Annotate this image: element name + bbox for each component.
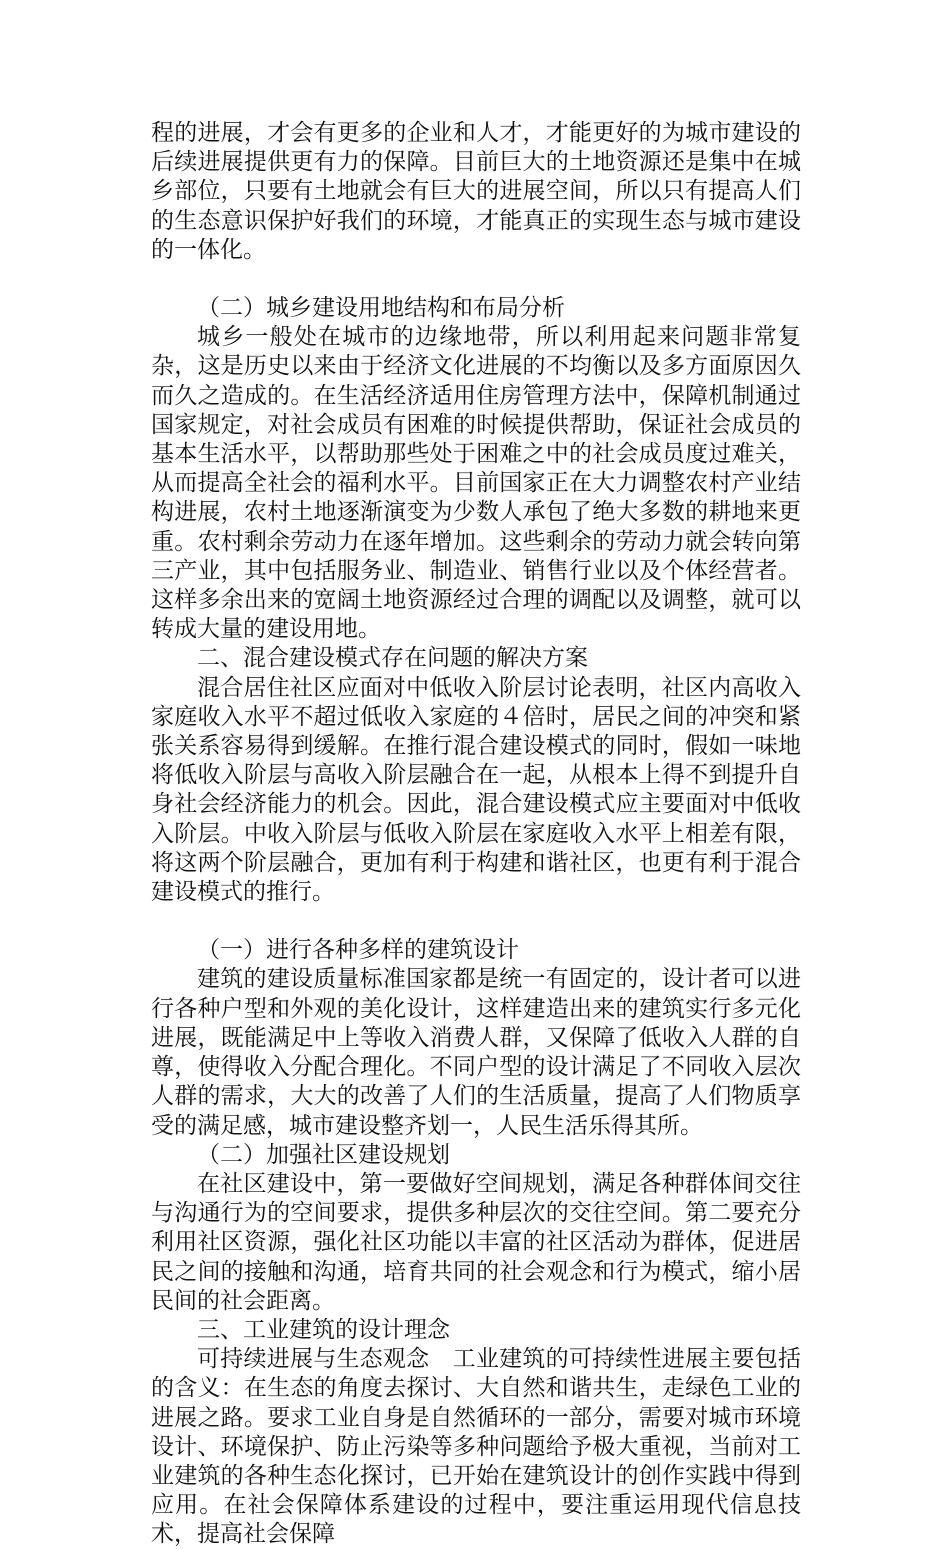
paragraph-intro-continued: 程的进展，才会有更多的企业和人才，才能更好的为城市建设的后续进展提供更有力的保障。目前巨大的土地资源还是集中在城乡部位，只要有土地就会有巨大的进展空间，所以只有提高人们的生态意识保护好我们的环境，才能真正的实现生态与城市建设的一体化。 xyxy=(151,120,801,263)
paragraph-gap xyxy=(151,265,801,294)
paragraph-land-structure: 城乡一般处在城市的边缘地带，所以利用起来问题非常复杂，这是历史以来由于经济文化进展的不均衡以及多方面原因久而久之造成的。在生活经济适用住房管理方法中，保障机制通过国家规定，对社会成员有困难的时候提供帮助，保证社会成员的基本生活水平，以帮助那些处于困难之中的社会成员度过难关，从而提高全社会的福利水平。目前国家正在大力调整农村产业结构进展，农村土地逐渐演变为少数人承包了绝大多数的耕地来更重。农村剩余劳动力在逐年增加。这些剩余的劳动力就会转向第三产业，其中包括服务业、制造业、销售行业以及个体经营者。这样多余出来的宽阔土地资源经过合理的调配以及调整，就可以转成大量的建设用地。 xyxy=(151,324,801,643)
paragraph-diverse-design: 建筑的建设质量标准国家都是统一有固定的，设计者可以进行各种户型和外观的美化设计，这样建造出来的建筑实行多元化进展，既能满足中上等收入消费人群，又保障了低收入人群的自尊，使得收入分配合理化。不同户型的设计满足了不同收入层次人群的需求，大大的改善了人们的生活质量，提高了人们物质享受的满足感，城市建设整齐划一，人民生活乐得其所。 xyxy=(151,966,801,1139)
section-heading-mixed-model-solutions: 二、混合建设模式存在问题的解决方案 xyxy=(197,645,588,672)
paragraph-community-planning: 在社区建设中，第一要做好空间规划，满足各种群体间交往与沟通行为的空间要求，提供多种层次的交往空间。第二要充分利用社区资源，强化社区功能以丰富的社区活动为群体，促进居民之间的接触和沟通，培育共同的社会观念和行为模式，缩小居民间的社会距离。 xyxy=(151,1170,801,1314)
paragraph-industrial-design: 可持续进展与生态观念 工业建筑的可持续性进展主要包括的含义：在生态的角度去探讨、大自然和谐共生，走绿色工业的进展之路。要求工业自身是自然循环的一部分，需要对城市环境设计、环境保护、防止污染等多种问题给予极大重视，当前对工业建筑的各种生态化探讨，已开始在建筑设计的创作实践中得到应用。在社会保障体系建设的过程中，要注重运用现代信息技术，提高社会保障 xyxy=(151,1346,801,1548)
section-heading-community-planning: （二）加强社区建设规划 xyxy=(197,1141,450,1168)
section-heading-diverse-design: （一）进行各种多样的建筑设计 xyxy=(197,937,519,964)
section-heading-industrial-design: 三、工业建筑的设计理念 xyxy=(197,1316,450,1343)
section-heading-land-structure: （二）城乡建设用地结构和布局分析 xyxy=(197,295,565,322)
document-page xyxy=(151,119,801,1550)
paragraph-mixed-community: 混合居住社区应面对中低收入阶层讨论表明，社区内高收入家庭收入水平不超过低收入家庭的４倍时，居民之间的冲突和紧张关系容易得到缓解。在推行混合建设模式的同时，假如一味地将低收入阶层与高收入阶层融合在一起，从根本上得不到提升自身社会经济能力的机会。因此，混合建设模式应主要面对中低收入阶层。中收入阶层与低收入阶层在家庭收入水平上相差有限，将这两个阶层融合，更加有利于构建和谐社区，也更有利于混合建设模式的推行。 xyxy=(151,674,801,906)
paragraph-gap xyxy=(151,907,801,936)
